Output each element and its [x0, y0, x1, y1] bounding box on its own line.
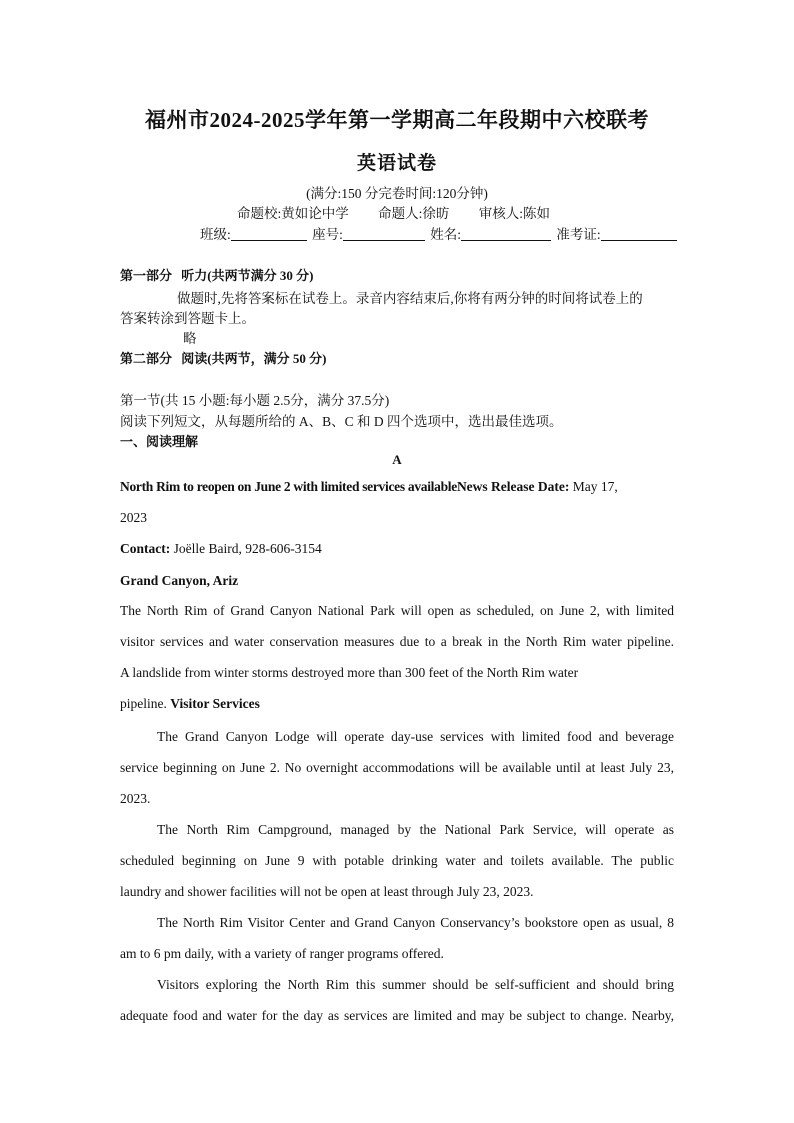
part1-omitted: 略	[183, 331, 197, 346]
passage-letter: A	[392, 452, 402, 467]
release-date-label: News Release Date:	[456, 479, 570, 494]
paragraph4-line2: am to 6 pm daily, with a variety of ranger programs offered.	[120, 946, 444, 961]
part1-heading	[120, 265, 313, 284]
part1-label: 第一部分	[120, 268, 173, 283]
paragraph1-line3: A landslide from winter storms destroyed more than 300 feet of the North Rim water	[120, 665, 579, 680]
paragraph3-line1: The North Rim Campground, managed by the National Park Service, will operate as	[157, 822, 674, 837]
reading-heading: 一、阅读理解	[120, 434, 199, 449]
seat-blank[interactable]	[343, 226, 425, 241]
part2-heading	[120, 348, 326, 367]
location-heading: Grand Canyon, Ariz	[120, 573, 239, 588]
exam-id-label: 准考证:	[556, 227, 601, 242]
part1-instruction-line1: 做题时,先将答案标在试卷上。录音内容结束后,你将有两分钟的时间将试卷上的	[177, 291, 643, 306]
passage-headline-line	[120, 479, 618, 495]
author-label: 命题人:徐昉	[378, 206, 450, 221]
paragraph1-line1: The North Rim of Grand Canyon National Park will open as scheduled, on June 2, with limited	[120, 603, 674, 618]
reading-instruction: 阅读下列短文，从每题所给的 A、B、C 和 D 四个选项中，选出最佳选项。	[120, 414, 563, 429]
passage-headline: North Rim to reopen on June 2 with limited services available	[120, 479, 457, 494]
paragraph5-line2: adequate food and water for the day as services are limited and may be subject to change. Nearby,	[120, 1008, 674, 1023]
paragraph2-line1: The Grand Canyon Lodge will operate day-use services with limited food and beverage	[157, 729, 674, 744]
exam-title: 福州市2024-2025学年第一学期高二年段期中六校联考	[145, 108, 649, 132]
school-label: 命题校:黄如论中学	[237, 206, 349, 221]
class-blank[interactable]	[231, 226, 307, 241]
exam-subtitle: 英语试卷	[356, 153, 437, 174]
reviewer-label: 审核人:陈如	[478, 206, 551, 221]
paragraph3-line3: laundry and shower facilities will not be open at least through July 23, 2023.	[120, 884, 534, 899]
seat-label: 座号:	[312, 227, 343, 242]
section1-line: 第一节(共 15 小题:每小题 2.5分，满分 37.5分)	[120, 393, 390, 408]
contact-line	[120, 541, 322, 557]
paragraph2-line3: 2023.	[120, 791, 151, 806]
contact-label: Contact:	[120, 541, 171, 556]
part1-instruction-line2: 答案转涂到答题卡上。	[120, 311, 255, 326]
student-info-line	[200, 223, 679, 243]
paragraph4-line1: The North Rim Visitor Center and Grand Canyon Conservancy’s bookstore open as usual, 8	[157, 915, 674, 930]
paragraph1-end: pipeline.	[120, 696, 167, 711]
part1-title: 听力(共两节满分 30 分)	[181, 268, 314, 283]
contact-value: Joëlle Baird, 928-606-3154	[173, 541, 322, 556]
paragraph1-line4	[120, 696, 260, 712]
part2-label: 第二部分	[120, 351, 173, 366]
staff-line	[237, 202, 576, 222]
exam-id-blank[interactable]	[601, 226, 677, 241]
paragraph2-line2: service beginning on June 2. No overnight accommodations will be available until at least July 23,	[120, 760, 674, 775]
class-label: 班级:	[200, 227, 231, 242]
release-date-year: 2023	[120, 510, 147, 525]
part2-title: 阅读(共两节，满分 50 分)	[181, 351, 327, 366]
visitor-services-heading: Visitor Services	[170, 696, 260, 711]
score-time-line: (满分:150 分完卷时间:120分钟)	[306, 186, 488, 201]
paragraph3-line2: scheduled beginning on June 9 with potable drinking water and toilets available. The public	[120, 853, 674, 868]
name-label: 姓名:	[430, 227, 462, 242]
name-blank[interactable]	[461, 226, 551, 241]
paragraph5-line1: Visitors exploring the North Rim this summer should be self-sufficient and should bring	[157, 977, 674, 992]
paragraph1-line2: visitor services and water conservation measures due to a break in the North Rim water pipeline.	[120, 634, 674, 649]
release-date-value: May 17,	[572, 479, 618, 494]
